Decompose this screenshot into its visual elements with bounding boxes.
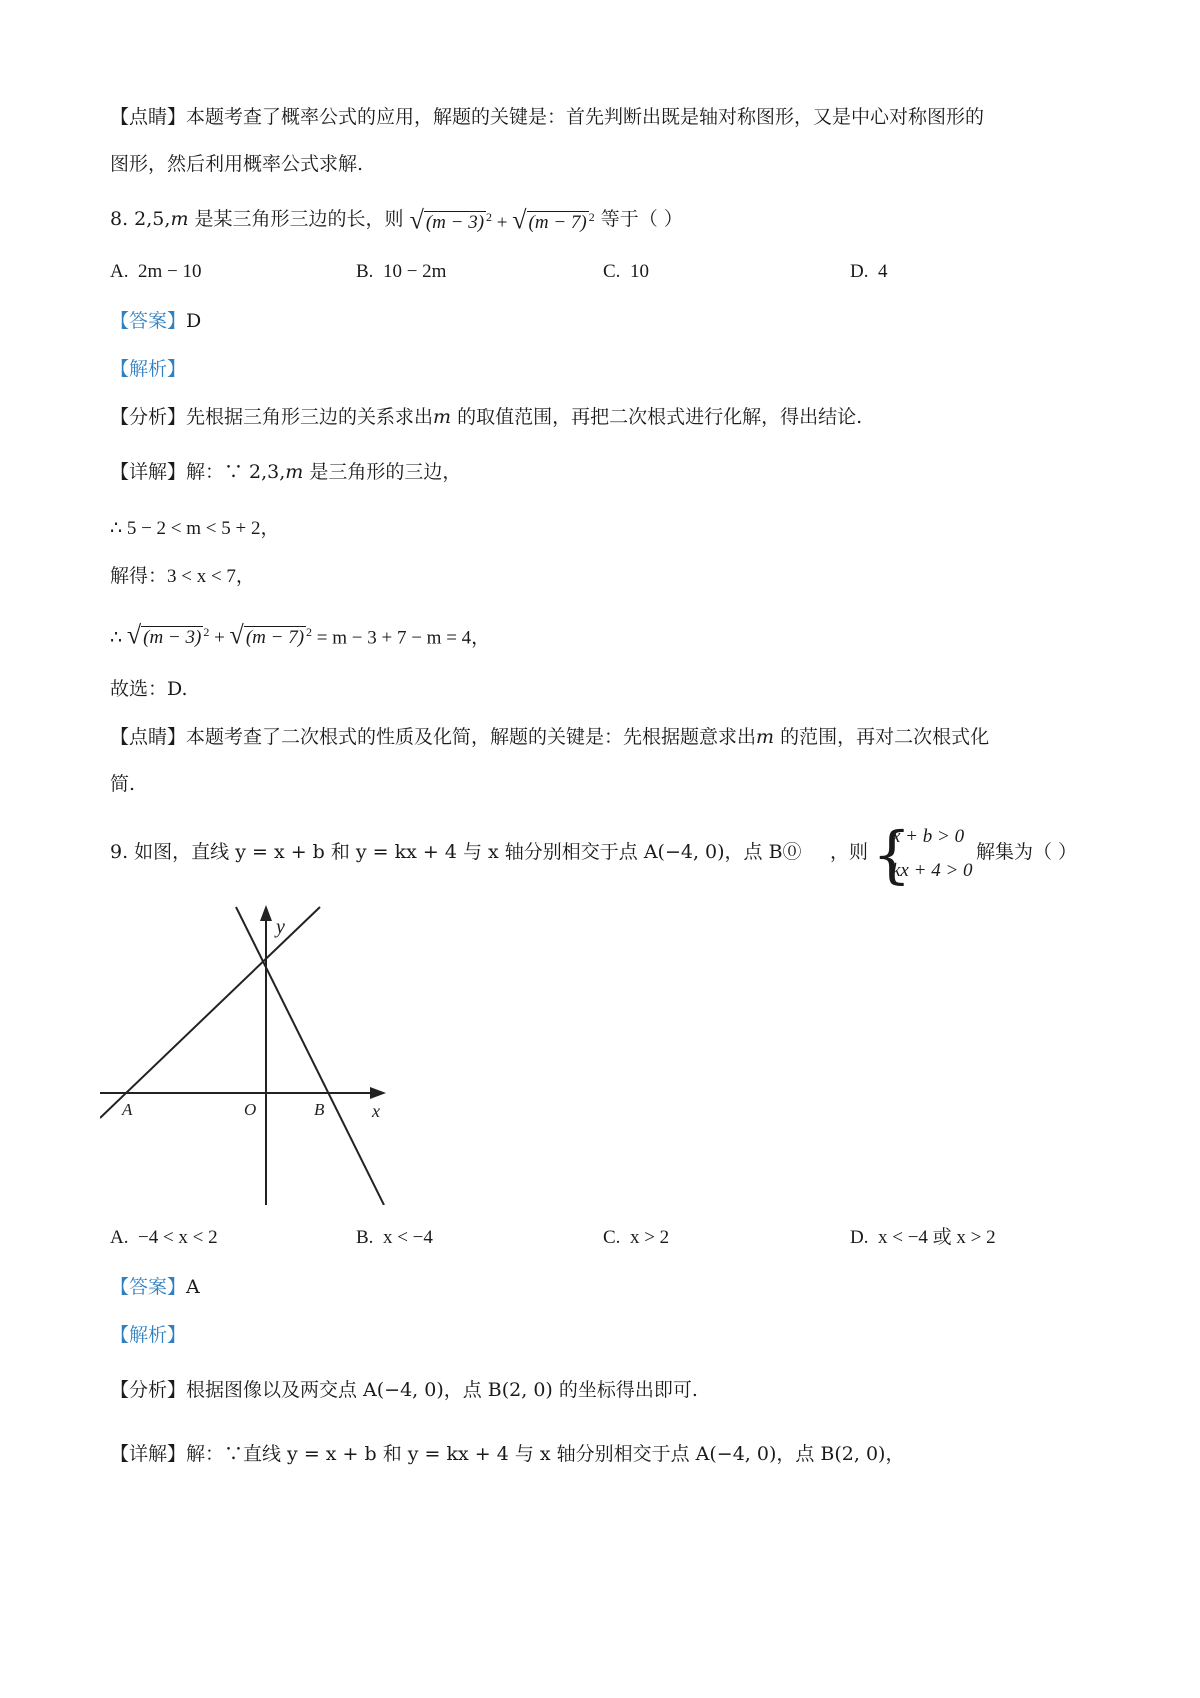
q8-dianjing-m: m xyxy=(756,726,775,748)
q9-xiangjie: 【详解】解：∵直线 y = x + b 和 y = kx + 4 与 x 轴分别相交于点 A(−4, 0)，点 B(2, 0)， xyxy=(110,1443,905,1465)
q8-stem xyxy=(110,203,683,237)
q7-dianjing-line1: 【点睛】本题考查了概率公式的应用，解题的关键是：首先判断出既是轴对称图形，又是中心对称图形的 xyxy=(110,106,985,128)
q8-fenxi-text: 【分析】先根据三角形三边的关系求出 xyxy=(110,406,434,428)
q8-step3-rad1: (m − 3) xyxy=(143,627,202,649)
q8-step3-prefix: ∴ xyxy=(110,627,123,649)
option-text: x > 2 xyxy=(629,1227,670,1248)
q9-stem-then: ，则 xyxy=(830,841,869,863)
option-label: C. xyxy=(603,1227,621,1248)
q8-xiangjie-m: m xyxy=(285,461,304,483)
q8-step3-rad2-sup: 2 xyxy=(306,625,313,639)
q8-option-b xyxy=(356,258,446,286)
label-y: y xyxy=(276,916,285,938)
q8-plus: + xyxy=(496,212,508,234)
q9-option-a xyxy=(110,1224,218,1252)
q8-step3-result: = m − 3 + 7 − m = 4， xyxy=(316,627,491,649)
q9-sys-row2: kx + 4 > 0 xyxy=(892,860,973,881)
option-label: D. xyxy=(850,1227,869,1248)
answer-value: D xyxy=(186,310,202,332)
q8-step3: ∴ √ (m − 3) $^2$ + √ (m − 7) $^2$ = m − 3 + 7 − m = 4， xyxy=(110,620,491,650)
q9-sys-row1: x + b > 0 xyxy=(892,826,965,847)
label-a: A xyxy=(122,1100,133,1119)
q9-option-d xyxy=(850,1224,996,1252)
q8-rad2-sup: 2 xyxy=(588,210,595,224)
q8-step3-rad2: (m − 7) xyxy=(245,627,305,649)
q8-dianjing-line2: 简. xyxy=(110,773,136,795)
q8-rad1: (m − 3) xyxy=(425,212,485,234)
q8-rad1-sup: 2 xyxy=(486,210,493,224)
q8-rad2: (m − 7) xyxy=(528,212,587,234)
q7-dianjing-line2: 图形，然后利用概率公式求解. xyxy=(110,153,364,175)
label-x: x xyxy=(372,1101,380,1121)
q9-jiexi: 【解析】 xyxy=(110,1324,187,1346)
x-axis-arrow-icon xyxy=(370,1087,386,1099)
q8-fenxi-rest: 的取值范围，再把二次根式进行化解，得出结论. xyxy=(451,406,863,428)
label-o: O xyxy=(244,1100,257,1119)
q9-stem-suffix: 解集为（ ） xyxy=(976,841,1078,863)
answer-value: A xyxy=(186,1276,200,1298)
label-b: B xyxy=(314,1100,325,1119)
q8-stem-m: m xyxy=(170,208,189,231)
q8-step2: 解得：3 < x < 7， xyxy=(110,566,255,587)
option-label: A. xyxy=(110,261,129,282)
option-label: B. xyxy=(356,1227,374,1248)
q8-xiangjie-text: 【详解】解：∵ 2,3, xyxy=(110,461,286,483)
q9-option-b xyxy=(356,1224,433,1252)
q8-step1: ∴ 5 − 2 < m < 5 + 2， xyxy=(110,518,280,539)
answer-tag: 【答案】 xyxy=(110,310,187,332)
q8-dianjing-b: 的范围，再对二次根式化 xyxy=(774,726,990,748)
q8-stem-mid: 是某三角形三边的长，则 xyxy=(188,208,404,231)
q9-fenxi: 【分析】根据图像以及两交点 A(−4, 0)，点 B(2, 0) 的坐标得出即可. xyxy=(110,1379,698,1401)
q8-stem-suffix: 等于（ ） xyxy=(600,208,683,231)
q8-option-c xyxy=(603,258,649,286)
q8-step3-rad1-sup: 2 xyxy=(203,625,210,639)
option-label: C. xyxy=(603,261,621,282)
q8-choose: 故选：D. xyxy=(110,678,188,700)
q8-xiangjie xyxy=(110,458,461,486)
q8-fenxi-m: m xyxy=(433,406,452,428)
q9-stem: 9. 如图，直线 y = x + b 和 y = kx + 4 与 x 轴分别相交于点 A(−4, 0)，点 B⓪ xyxy=(110,841,802,863)
y-axis-arrow-icon xyxy=(260,905,272,921)
brace-icon: { xyxy=(872,818,912,891)
q8-dianjing-line1 xyxy=(110,723,989,751)
option-label: B. xyxy=(356,261,374,282)
q9-answer xyxy=(110,1273,200,1301)
q8-option-d xyxy=(850,258,887,286)
option-text: −4 < x < 2 xyxy=(137,1227,218,1248)
option-text: x < −4 xyxy=(382,1227,433,1248)
q8-dianjing-a: 【点睛】本题考查了二次根式的性质及化简，解题的关键是：先根据题意求出 xyxy=(110,726,757,748)
q8-radical-expression: √ (m − 3) $^2$ + √ (m − 7) $^2$ xyxy=(409,205,595,235)
q8-option-a xyxy=(110,258,201,286)
q9-graph xyxy=(100,905,390,1205)
option-text: 2m − 10 xyxy=(137,261,202,282)
option-text: 4 xyxy=(877,261,888,282)
q8-stem-prefix: 8. 2,5, xyxy=(110,208,171,231)
option-text: x < −4 或 x > 2 xyxy=(877,1227,996,1248)
option-text: 10 xyxy=(629,261,649,282)
option-label: A. xyxy=(110,1227,129,1248)
q8-jiexi: 【解析】 xyxy=(110,358,187,380)
answer-tag: 【答案】 xyxy=(110,1276,187,1298)
option-text: 10 − 2m xyxy=(382,261,447,282)
line-y-kx-plus-4 xyxy=(236,907,384,1205)
line-y-x-plus-b xyxy=(100,907,320,1118)
q8-fenxi xyxy=(110,403,862,431)
q9-option-c xyxy=(603,1224,669,1252)
q8-answer xyxy=(110,307,201,335)
q8-xiangjie-rest: 是三角形的三边， xyxy=(303,461,462,483)
q8-step3-plus: + xyxy=(214,627,225,649)
option-label: D. xyxy=(850,261,869,282)
q9-inequality-system xyxy=(872,818,973,892)
